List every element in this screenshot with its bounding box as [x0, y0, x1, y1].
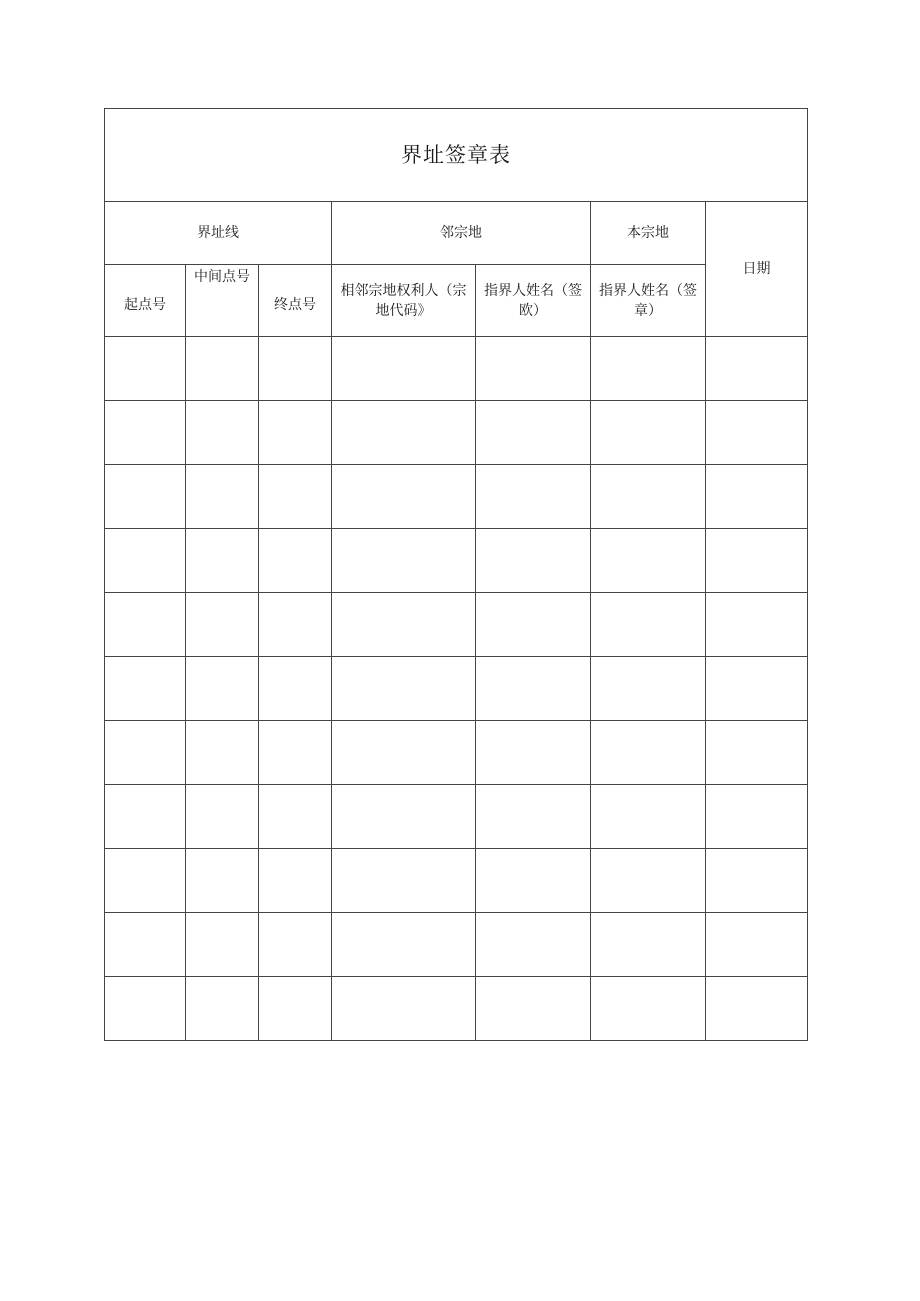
- this-signer-cell[interactable]: [591, 977, 706, 1041]
- end-point-cell[interactable]: [259, 721, 332, 785]
- middle-point-cell[interactable]: [186, 849, 259, 913]
- neighbor-signer-cell[interactable]: [476, 721, 591, 785]
- middle-point-cell[interactable]: [186, 337, 259, 401]
- date-cell[interactable]: [706, 401, 808, 465]
- date-cell[interactable]: [706, 913, 808, 977]
- neighbor-signer-cell[interactable]: [476, 593, 591, 657]
- neighbor-signer-cell[interactable]: [476, 849, 591, 913]
- start-point-cell[interactable]: [105, 785, 186, 849]
- neighbor-owner-cell[interactable]: [332, 785, 476, 849]
- date-cell[interactable]: [706, 337, 808, 401]
- this-signer-cell[interactable]: [591, 337, 706, 401]
- signature-table: [104, 108, 808, 1041]
- this-signer-cell[interactable]: [591, 593, 706, 657]
- neighbor-owner-cell[interactable]: [332, 337, 476, 401]
- table-row: [105, 849, 808, 913]
- start-point-cell[interactable]: [105, 337, 186, 401]
- date-cell[interactable]: [706, 785, 808, 849]
- start-point-cell[interactable]: [105, 401, 186, 465]
- middle-point-cell[interactable]: [186, 593, 259, 657]
- end-point-cell[interactable]: [259, 913, 332, 977]
- this-signer-cell[interactable]: [591, 465, 706, 529]
- start-point-cell[interactable]: [105, 721, 186, 785]
- this-signer-cell[interactable]: [591, 785, 706, 849]
- end-point-cell[interactable]: [259, 977, 332, 1041]
- middle-point-cell[interactable]: [186, 977, 259, 1041]
- neighbor-signer-cell[interactable]: [476, 337, 591, 401]
- table-row: [105, 465, 808, 529]
- date-cell[interactable]: [706, 465, 808, 529]
- header-neighbor-owner: 相邻宗地权利人（宗地代码》: [332, 265, 476, 337]
- neighbor-signer-cell[interactable]: [476, 913, 591, 977]
- start-point-cell[interactable]: [105, 977, 186, 1041]
- this-signer-cell[interactable]: [591, 721, 706, 785]
- neighbor-owner-cell[interactable]: [332, 977, 476, 1041]
- this-signer-cell[interactable]: [591, 657, 706, 721]
- table-row: [105, 401, 808, 465]
- neighbor-signer-cell[interactable]: [476, 785, 591, 849]
- date-cell[interactable]: [706, 849, 808, 913]
- title-row: [105, 109, 808, 202]
- end-point-cell[interactable]: [259, 401, 332, 465]
- middle-point-cell[interactable]: [186, 785, 259, 849]
- middle-point-cell[interactable]: [186, 657, 259, 721]
- end-point-cell[interactable]: [259, 337, 332, 401]
- header-this-signer: 指界人姓名（签章）: [591, 265, 706, 337]
- neighbor-owner-cell[interactable]: [332, 721, 476, 785]
- date-cell[interactable]: [706, 593, 808, 657]
- neighbor-signer-cell[interactable]: [476, 465, 591, 529]
- header-boundary-line: 界址线: [105, 202, 332, 265]
- this-signer-cell[interactable]: [591, 913, 706, 977]
- group-header-row: [105, 202, 808, 265]
- boundary-signature-form: [104, 108, 807, 1041]
- start-point-cell[interactable]: [105, 657, 186, 721]
- neighbor-signer-cell[interactable]: [476, 401, 591, 465]
- table-row: [105, 657, 808, 721]
- this-signer-cell[interactable]: [591, 401, 706, 465]
- neighbor-owner-cell[interactable]: [332, 401, 476, 465]
- start-point-cell[interactable]: [105, 465, 186, 529]
- neighbor-owner-cell[interactable]: [332, 913, 476, 977]
- neighbor-signer-cell[interactable]: [476, 529, 591, 593]
- table-row: [105, 529, 808, 593]
- end-point-cell[interactable]: [259, 529, 332, 593]
- this-signer-cell[interactable]: [591, 849, 706, 913]
- form-title: 界址签章表: [105, 109, 808, 202]
- end-point-cell[interactable]: [259, 593, 332, 657]
- start-point-cell[interactable]: [105, 849, 186, 913]
- neighbor-owner-cell[interactable]: [332, 593, 476, 657]
- end-point-cell[interactable]: [259, 465, 332, 529]
- neighbor-signer-cell[interactable]: [476, 977, 591, 1041]
- end-point-cell[interactable]: [259, 657, 332, 721]
- neighbor-owner-cell[interactable]: [332, 657, 476, 721]
- start-point-cell[interactable]: [105, 913, 186, 977]
- neighbor-signer-cell[interactable]: [476, 657, 591, 721]
- date-cell[interactable]: [706, 721, 808, 785]
- middle-point-cell[interactable]: [186, 465, 259, 529]
- neighbor-owner-cell[interactable]: [332, 529, 476, 593]
- table-row: [105, 337, 808, 401]
- start-point-cell[interactable]: [105, 593, 186, 657]
- middle-point-cell[interactable]: [186, 401, 259, 465]
- header-neighbor-signer: 指界人姓名（签欧）: [476, 265, 591, 337]
- this-signer-cell[interactable]: [591, 529, 706, 593]
- date-cell[interactable]: [706, 657, 808, 721]
- end-point-cell[interactable]: [259, 849, 332, 913]
- header-date: 日期: [706, 202, 808, 337]
- date-cell[interactable]: [706, 529, 808, 593]
- table-row: [105, 913, 808, 977]
- start-point-cell[interactable]: [105, 529, 186, 593]
- table-row: [105, 593, 808, 657]
- table-row: [105, 977, 808, 1041]
- neighbor-owner-cell[interactable]: [332, 465, 476, 529]
- header-middle-point: 中间点号: [186, 265, 259, 337]
- middle-point-cell[interactable]: [186, 913, 259, 977]
- header-start-point: 起点号: [105, 265, 186, 337]
- date-cell[interactable]: [706, 977, 808, 1041]
- header-this-parcel: 本宗地: [591, 202, 706, 265]
- table-row: [105, 785, 808, 849]
- sub-header-row: [105, 265, 808, 337]
- middle-point-cell[interactable]: [186, 721, 259, 785]
- table-row: [105, 721, 808, 785]
- end-point-cell[interactable]: [259, 785, 332, 849]
- header-neighbor-parcel: 邻宗地: [332, 202, 591, 265]
- middle-point-cell[interactable]: [186, 529, 259, 593]
- header-end-point: 终点号: [259, 265, 332, 337]
- neighbor-owner-cell[interactable]: [332, 849, 476, 913]
